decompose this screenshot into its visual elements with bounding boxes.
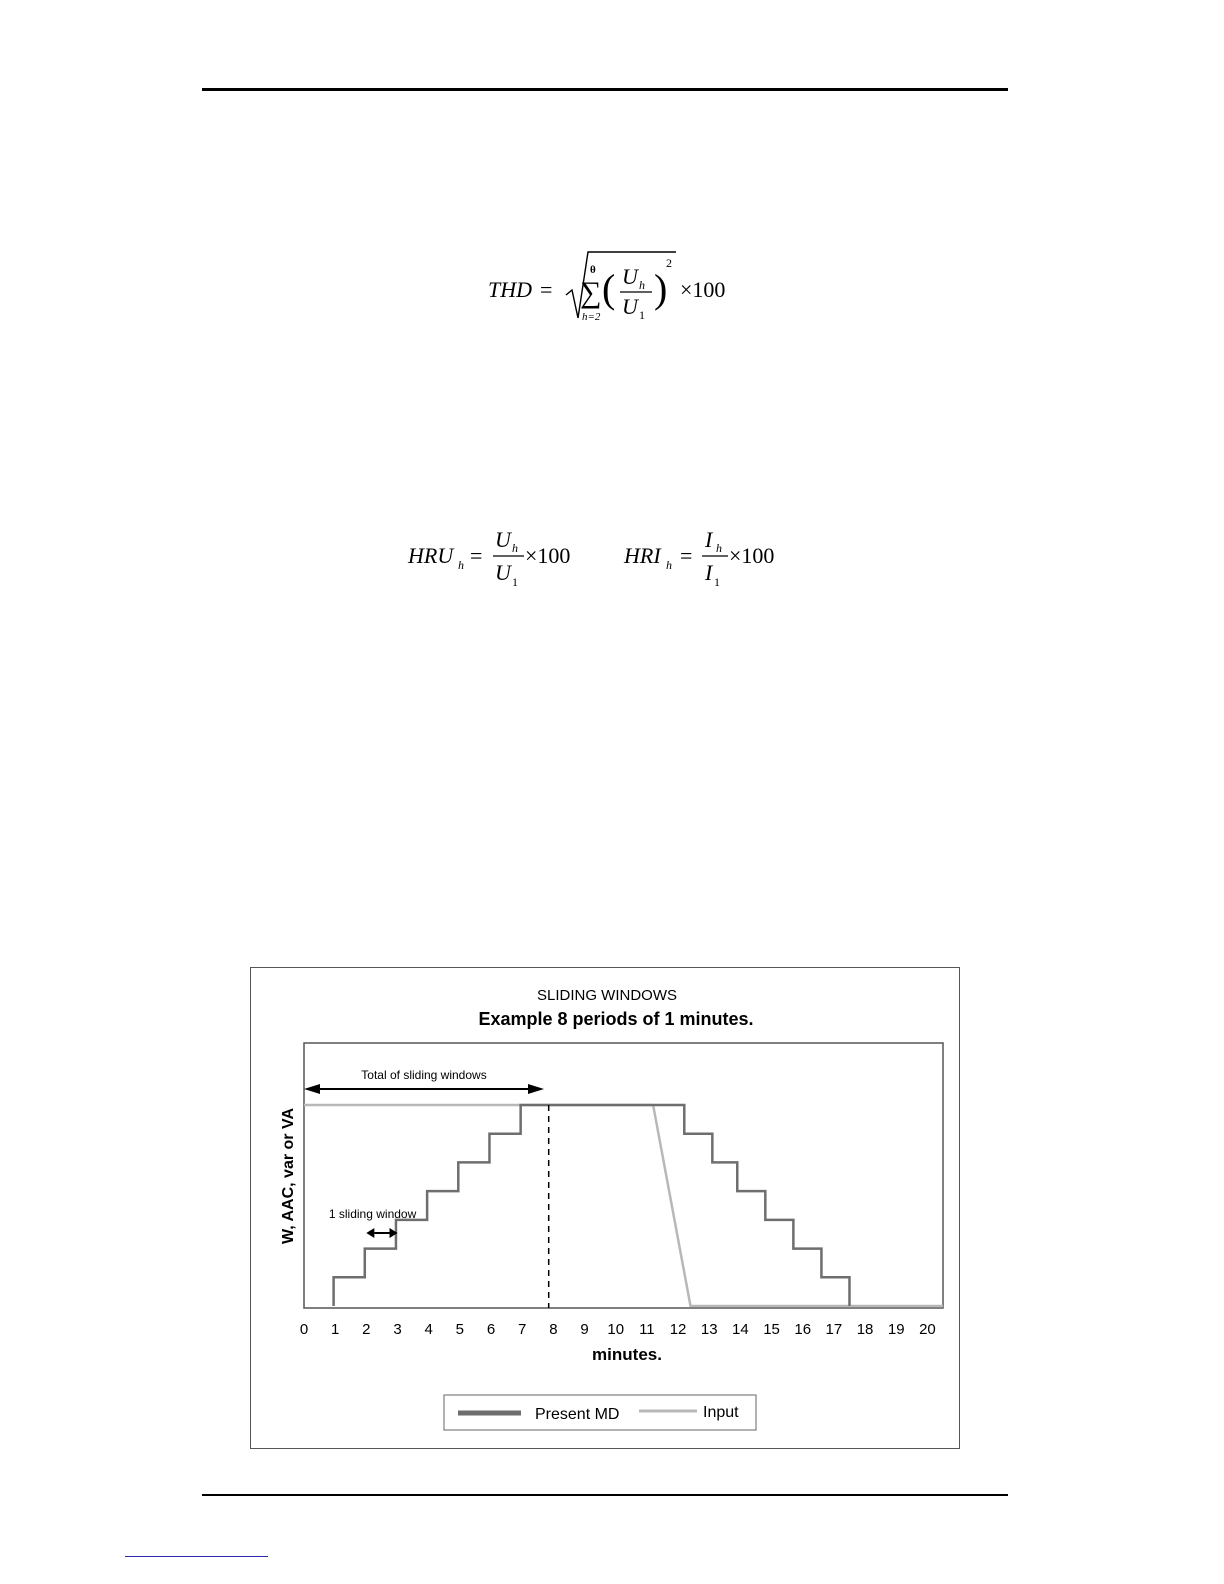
hri-denominator: I: [705, 560, 713, 585]
x-tick-label: 4: [424, 1321, 433, 1338]
hru-equation: [407, 527, 570, 589]
series-layer: [304, 1105, 943, 1306]
legend-label-input: Input: [703, 1404, 739, 1421]
hri-lhs-sub: h: [666, 558, 672, 572]
x-tick-label: 17: [825, 1321, 843, 1338]
sum-symbol: ∑: [580, 276, 602, 309]
series-line-input: [304, 1105, 943, 1306]
hri-equals: =: [680, 543, 693, 568]
thd-numerator-sub: h: [639, 278, 645, 292]
hru-lhs-sub: h: [458, 558, 464, 572]
header-rule: [202, 88, 1008, 91]
plot-area: [304, 1043, 943, 1308]
sliding-windows-figure: [250, 967, 960, 1449]
chart-title: SLIDING WINDOWS: [536, 987, 678, 1004]
thd-power: 2: [666, 256, 672, 270]
x-tick-label: 19: [887, 1321, 905, 1338]
thd-denominator-sub: 1: [639, 308, 645, 322]
total-window-label: Total of sliding windows: [361, 1068, 487, 1082]
footer-link-underline: [125, 1556, 268, 1557]
x-tick-label: 8: [549, 1321, 558, 1338]
hri-times: ×100: [729, 543, 775, 568]
x-tick-label: 13: [700, 1321, 718, 1338]
thd-denominator: U: [622, 294, 638, 319]
x-tick-label: 20: [919, 1321, 936, 1338]
thd-equation: [480, 240, 750, 340]
thd-equals: =: [540, 277, 553, 302]
x-tick-label: 11: [639, 1321, 655, 1338]
x-tick-label: 16: [794, 1321, 812, 1338]
x-tick-label: 18: [856, 1321, 874, 1338]
hru-lhs: HRU: [408, 543, 454, 568]
x-tick-label: 6: [486, 1321, 496, 1338]
hru-equals: =: [470, 543, 483, 568]
x-tick-label: 7: [518, 1321, 527, 1338]
one-window-label: 1 sliding window: [328, 1207, 417, 1221]
one-window-arrow: [366, 1228, 397, 1238]
hru-numerator-sub: h: [512, 541, 518, 555]
x-tick-label: 5: [455, 1321, 465, 1338]
series-line-present-md: [334, 1105, 850, 1306]
hru-denominator: U: [495, 560, 511, 585]
hri-equation: [623, 527, 774, 589]
thd-numerator: U: [622, 264, 638, 289]
x-tick-label: 12: [669, 1321, 687, 1338]
x-tick-labels: [300, 1321, 936, 1338]
left-paren: (: [602, 266, 616, 311]
legend: [444, 1395, 756, 1430]
footer-rule: [202, 1494, 1008, 1496]
y-axis-label: W, AAC, var or VA: [280, 1107, 297, 1245]
hru-numerator: U: [495, 527, 511, 552]
x-tick-label: 9: [580, 1321, 589, 1338]
thd-lhs: THD: [488, 277, 533, 302]
hru-times: ×100: [525, 543, 571, 568]
legend-label-present-md: Present MD: [535, 1406, 620, 1423]
hri-numerator: I: [705, 527, 713, 552]
thd-times: ×100: [680, 277, 726, 302]
x-tick-label: 10: [607, 1321, 625, 1338]
hru-denominator-sub: 1: [512, 575, 518, 589]
x-tick-label: 3: [393, 1321, 402, 1338]
x-axis-label: minutes.: [592, 1345, 662, 1364]
sum-upper: θ: [590, 264, 596, 276]
x-tick-label: 15: [763, 1321, 780, 1338]
sum-lower: h=2: [582, 311, 601, 323]
x-tick-label: 2: [362, 1321, 371, 1338]
x-tick-label: 0: [299, 1321, 309, 1338]
total-window-arrow: [304, 1084, 544, 1094]
harmonic-ratio-equations: [398, 520, 798, 600]
hri-denominator-sub: 1: [714, 575, 720, 589]
chart-subtitle: Example 8 periods of 1 minutes.: [478, 1009, 754, 1029]
hri-lhs: HRI: [624, 543, 661, 568]
x-tick-label: 1: [330, 1321, 340, 1338]
x-tick-label: 14: [732, 1321, 749, 1338]
right-paren: ): [654, 266, 668, 311]
sliding-windows-chart: [251, 968, 961, 1450]
hri-numerator-sub: h: [716, 541, 722, 555]
